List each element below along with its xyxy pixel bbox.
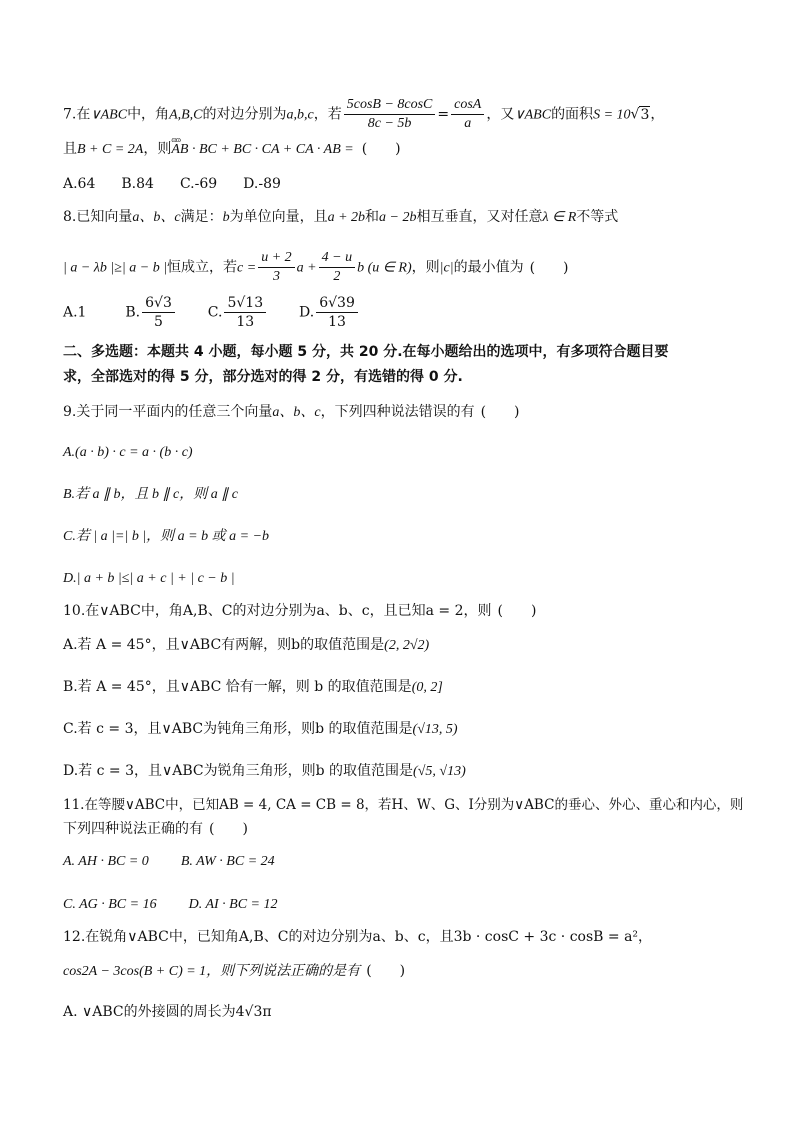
q8-option-b-label: B.: [125, 304, 141, 321]
q8-line2: [63, 250, 569, 285]
q10-option-d-text: D.若 c = 3，且∨ABC为锐角三角形，则b 的取值范围是: [63, 763, 414, 779]
q12-text: cos2A − 3cos(B + C) = 1，则下列说法正确的是有: [63, 964, 361, 979]
q7-condition: B + C = 2A: [77, 142, 144, 157]
q8-option-b: $\frac{6√3}{5}$: [142, 295, 175, 330]
q7-text: ，则: [143, 141, 172, 157]
q7-line2: [63, 140, 401, 159]
q7-text: 的对边分别为: [202, 106, 287, 123]
q8-text: 满足：: [180, 209, 223, 225]
q9-option-a: A.(a · b) · c = a · (b · c): [63, 445, 193, 460]
q10-option-c-range: (√13, 5): [412, 722, 458, 737]
q12-line1: 12.在锐角∨ABC中，已知角A,B、C的对边分别为a、b、c，且3b · cosC + 3c · cosB = a²，: [63, 929, 653, 945]
q7-text: 的面积: [551, 106, 594, 123]
q7-angles: A,B,C: [169, 107, 203, 123]
q7-text: 且: [63, 141, 77, 157]
q8-text: 相互垂直，又对任意: [416, 209, 543, 225]
q7-expression: ɷɷ AB · BC + BC · CA + CA · AB =: [171, 141, 353, 159]
q8-options: [63, 295, 360, 330]
q12-line2: [63, 962, 405, 981]
q11-options-cd: [63, 896, 278, 914]
q8-option-d: $\frac{6√39}{13}$: [316, 295, 358, 330]
q8-expr-1: a + 2b: [327, 210, 366, 225]
q10-option-b-text: B.若 A = 45°，且∨ABC 恰有一解，则 b 的取值范围是: [63, 679, 412, 695]
q7-text: ，: [650, 106, 665, 123]
q11-option-d: D. AI · BC = 12: [188, 897, 278, 912]
q7-option-b: B.84: [121, 176, 154, 192]
q9-option-c: C.若 | a |=| b |，则 a = b 或 a = −b: [63, 529, 270, 544]
q7-option-c: C.-69: [179, 176, 218, 192]
q10-option-b: [63, 678, 443, 697]
q7-text: 7.在: [63, 106, 91, 123]
q8-middle: a +: [296, 260, 317, 276]
q7-equals: =: [437, 106, 450, 123]
q9-vectors: a、b、c: [272, 405, 321, 420]
q7-option-a: A.64: [63, 176, 96, 192]
q8-fraction-2: $\frac{4 - u}{2}$: [319, 250, 355, 285]
q11-answer-blank: ( ): [209, 821, 248, 837]
q10-stem: [63, 602, 536, 620]
q10-option-b-range: (0, 2]: [411, 680, 443, 695]
q11-line2: [63, 820, 248, 838]
q8-text: 为单位向量，且: [229, 209, 328, 225]
section-heading-line2: 求，全部选对的得 5 分，部分选对的得 2 分，有选错的得 0 分.: [63, 369, 463, 385]
section-heading-line1: 二、多选题：本题共 4 小题，每小题 5 分，共 20 分.在每小题给出的选项中，有多项符合题目要: [63, 344, 669, 360]
q8-vector-b: b: [222, 210, 230, 225]
q8-abs-c: |c|: [439, 260, 454, 276]
q11-option-c: C. AG · BC = 16: [63, 897, 157, 912]
q11-text: 下列四种说法正确的有: [63, 821, 203, 837]
q7-sides: a,b,c: [286, 107, 314, 123]
q8-inequality: | a − λb |≥| a − b |: [63, 260, 168, 276]
q9-text: ，下列四种说法错误的有: [320, 404, 475, 420]
q10-option-d-range: (√5, √13): [413, 764, 466, 779]
q7-text: ，若: [313, 106, 342, 123]
q8-line1: [63, 208, 618, 227]
q7-fraction-2: $\frac{\cos A}{a}$: [451, 97, 484, 132]
q10-option-c-text: C.若 c = 3，且∨ABC为钝角三角形，则b 的取值范围是: [63, 721, 413, 737]
q12-answer-blank: ( ): [366, 963, 406, 979]
q8-option-d-label: D.: [299, 304, 315, 321]
q7-options: [63, 175, 307, 193]
q7-triangle: ∨ABC: [514, 107, 552, 123]
q7-option-d: D.-89: [243, 176, 281, 192]
q8-text: 不等式: [576, 209, 619, 225]
q9-stem: [63, 403, 520, 422]
q12-option-a: A. ∨ABC的外接圆的周长为4√3π: [63, 1004, 272, 1020]
q7-line1: 7.在∨ABC中，角A,B,C的对边分别为a,b,c，若 $\frac{5\cos B - 8\cos C}{8c - 5b}$ = $\frac{\cos A}{a}$ ，又∨ABC的面积S = 10√3，: [63, 97, 665, 131]
q8-text: 的最小值为: [453, 259, 524, 276]
q8-text: ，则: [411, 259, 440, 276]
q9-option-d: D.| a + b |≤| a + c | + | c − b |: [63, 571, 235, 586]
q10-answer-blank: ( ): [497, 603, 537, 619]
q9-text: 9.关于同一平面内的任意三个向量: [63, 404, 273, 420]
q11-options-ab: [63, 853, 275, 871]
q10-option-a: [63, 636, 429, 655]
q7-answer-blank: ( ): [361, 141, 401, 157]
q8-vectors: a、b、c: [132, 210, 181, 225]
q7-triangle: ∨ABC: [90, 107, 128, 123]
q7-text: 中，角: [127, 106, 170, 123]
q10-option-d: [63, 762, 466, 781]
q7-area: S = 10: [593, 107, 631, 123]
q9-answer-blank: ( ): [480, 404, 520, 420]
q7-fraction-1: $\frac{5\cos B - 8\cos C}{8c - 5b}$: [344, 97, 436, 132]
q9-option-b: B.若 a ∥ b，且 b ∥ c，则 a ∥ c: [63, 487, 238, 502]
q7-text: ，又: [486, 106, 515, 123]
q8-option-a: A.1: [63, 304, 87, 321]
q8-text: 恒成立，若: [167, 259, 238, 276]
q8-answer-blank: ( ): [529, 259, 569, 276]
q10-option-a-range: (2, 2√2): [384, 638, 430, 653]
q11-line1: 11.在等腰∨ABC中，已知AB = 4, CA = CB = 8，若H、W、G、I分别为∨ABC的垂心、外心、重心和内心，则: [63, 797, 744, 813]
q8-text: 8.已知向量: [63, 209, 133, 225]
q10-text: 10.在∨ABC中，角A,B、C的对边分别为a、b、c，且已知a = 2，则: [63, 603, 492, 619]
q7-area-radicand: 3: [640, 106, 650, 123]
q8-option-c: $\frac{5√13}{13}$: [224, 295, 266, 330]
q10-option-c: [63, 720, 458, 739]
q10-option-a-text: A.若 A = 45°，且∨ABC有两解，则b的取值范围是: [63, 637, 385, 653]
q8-option-c-label: C.: [207, 304, 223, 321]
q8-lambda: λ ∈ R: [542, 210, 577, 225]
q11-option-b: B. AW · BC = 24: [180, 854, 275, 869]
q8-c-eq: c =: [237, 260, 257, 276]
q8-tail: b (u ∈ R): [357, 260, 412, 276]
q8-fraction-1: $\frac{u + 2}{3}$: [258, 250, 294, 285]
q8-expr-2: a − 2b: [379, 210, 417, 225]
q8-text: 和: [365, 209, 380, 225]
q11-option-a: A. AH · BC = 0: [63, 854, 149, 869]
